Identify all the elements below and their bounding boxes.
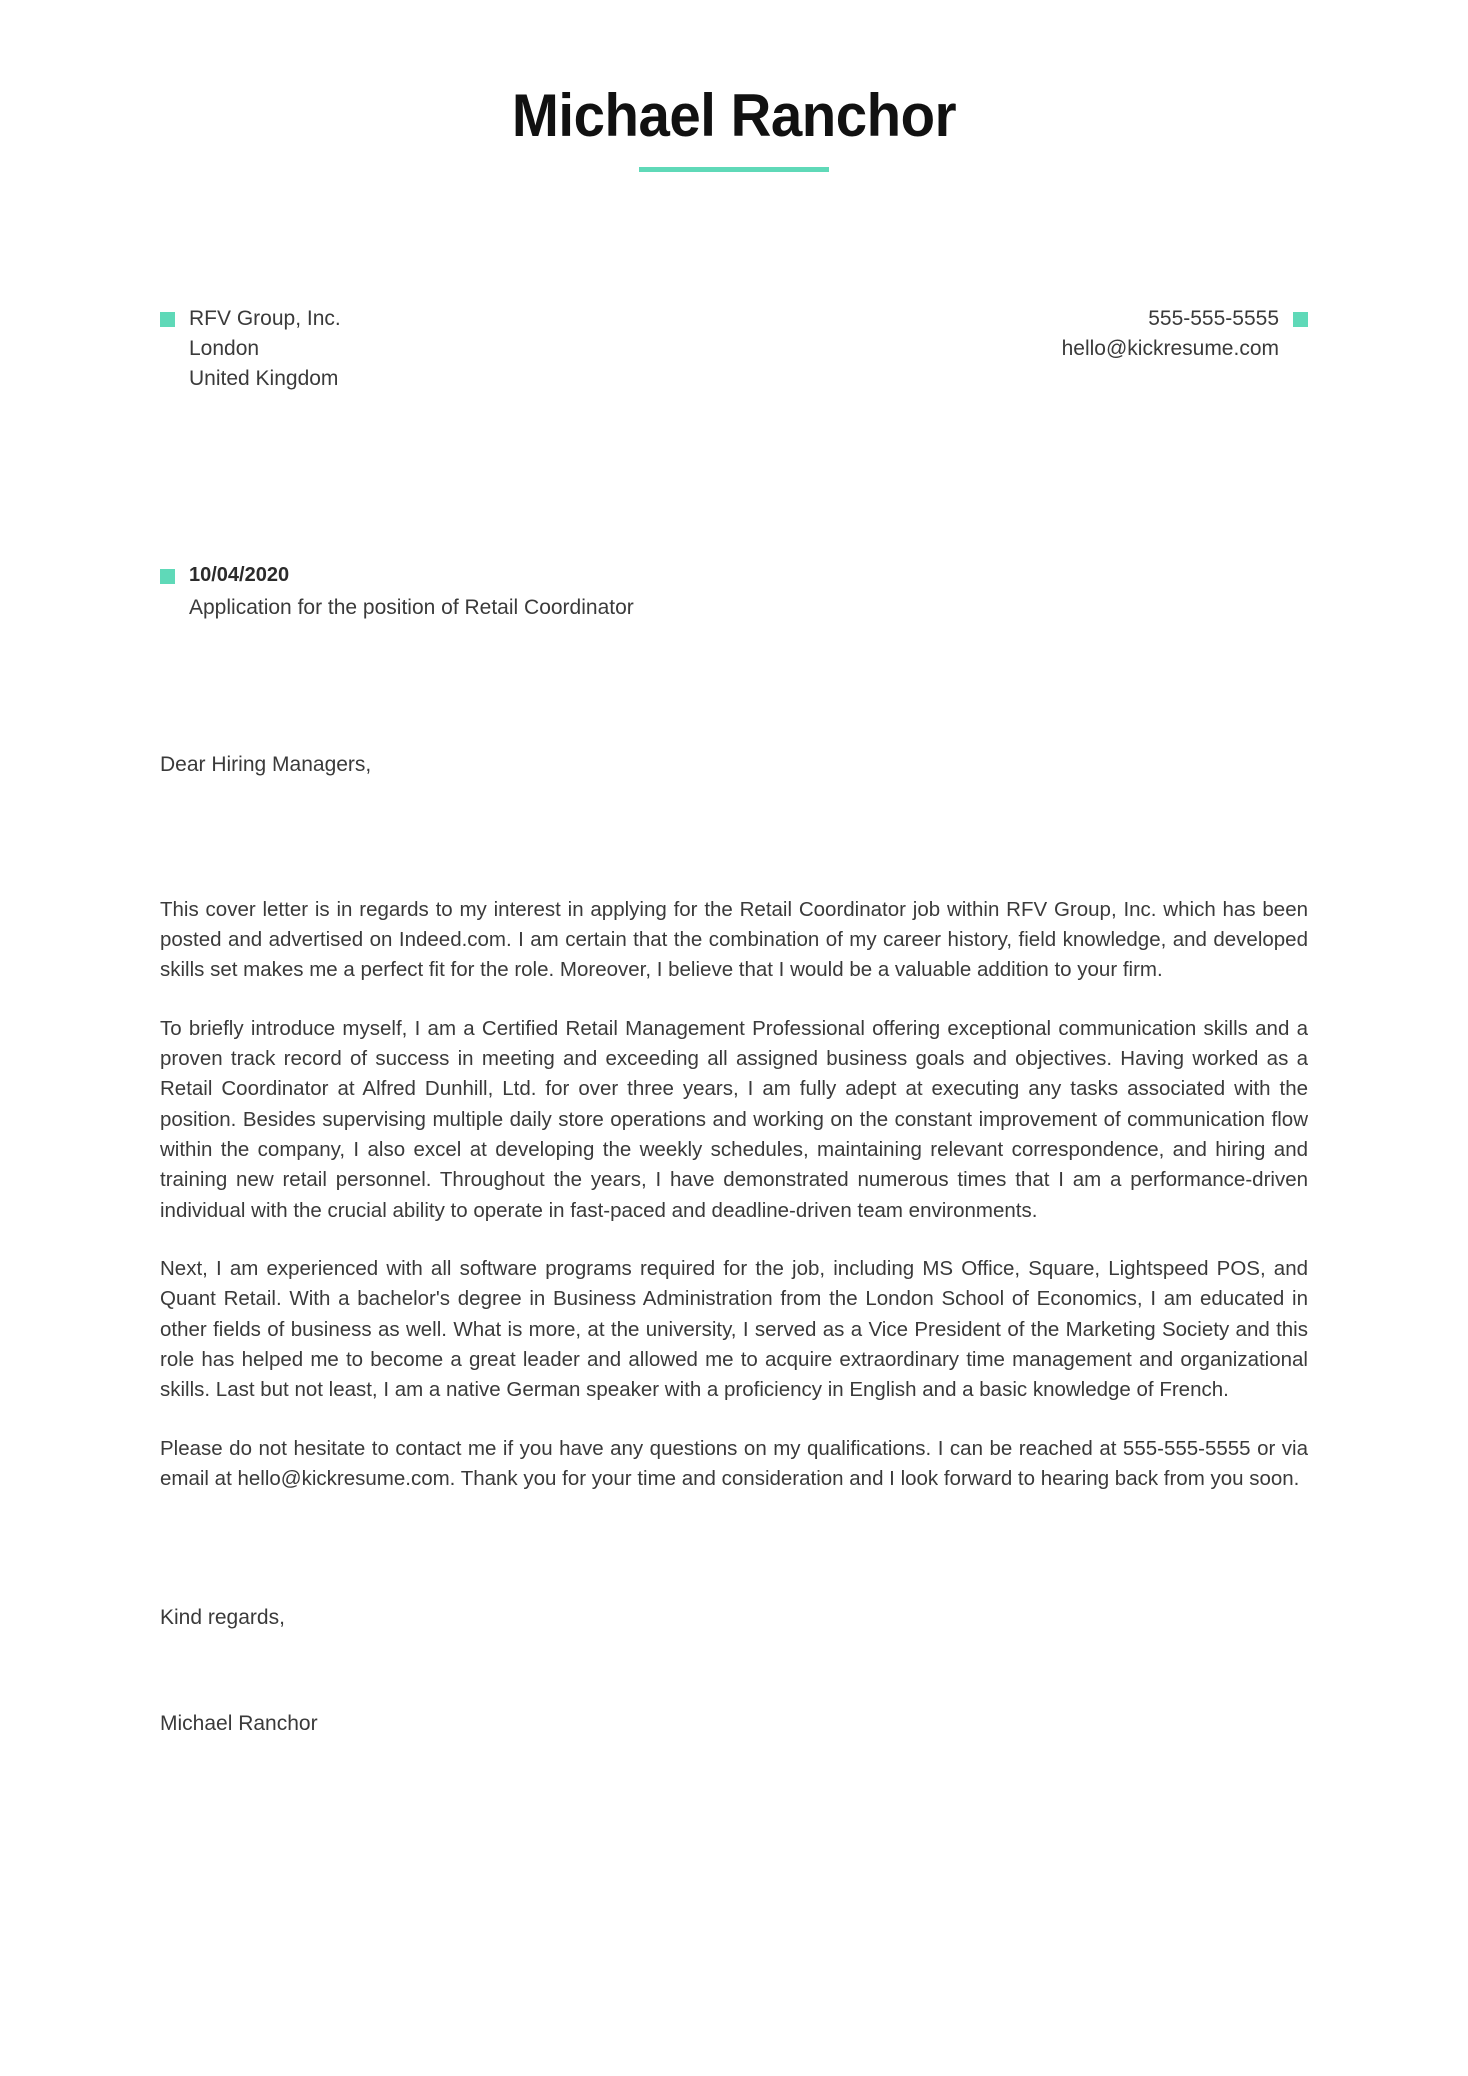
letter-body (0, 895, 1468, 1495)
name-accent-underline (639, 167, 829, 172)
letter-closing-block (0, 1606, 1468, 1736)
sender-contact-lines (1062, 304, 1279, 364)
page-title: Michael Ranchor (511, 82, 957, 149)
date-subject-lines (189, 561, 634, 622)
letter-signature: Michael Ranchor (160, 1712, 318, 1736)
letter-date: 10/04/2020 (189, 564, 290, 587)
letter-subject: Application for the position of Retail Coordinator (189, 595, 634, 619)
recipient-company: RFV Group, Inc. (189, 307, 341, 330)
letter-paragraph: This cover letter is in regards to my interest in applying for the Retail Coordinator job within RFV Group, Inc. which has been posted and advertised on Indeed.com. I am certain that the combination of my career history, field knowledge, and developed skills set makes me a perfect fit for the role. Moreover, I believe that I would be a valuable addition to your firm. (160, 897, 1308, 982)
letter-paragraph: To briefly introduce myself, I am a Certified Retail Management Professional offering exceptional communication skills and a proven track record of success in meeting and exceeding all assigned business goals and objectives. Having worked as a Retail Coordinator at Alfred Dunhill, Ltd. for over three years, I am fully adept at executing any tasks associated with the position. Besides supervising multiple daily store operations and working on the constant improvement of communication flow within the company, I also excel at developing the weekly schedules, maintaining relevant correspondence, and hiring and training new retail personnel. Throughout the years, I have demonstrated numerous times that I am a performance-driven individual with the crucial ability to operate in fast-paced and deadline-driven team environments. (160, 1016, 1308, 1222)
accent-square-icon (160, 569, 175, 584)
letter-salutation: Dear Hiring Managers, (160, 752, 372, 776)
recipient-country: United Kingdom (189, 366, 339, 390)
sender-contact-block (1062, 304, 1308, 364)
contact-row (0, 304, 1468, 393)
accent-square-icon (1293, 312, 1308, 327)
recipient-block (160, 304, 341, 393)
sender-email[interactable]: hello@kickresume.com (1061, 336, 1279, 360)
sender-phone[interactable]: 555-555-5555 (1148, 307, 1279, 330)
accent-square-icon (160, 312, 175, 327)
letter-paragraph: Please do not hesitate to contact me if you have any questions on my qualifications. I can be reached at 555-555-5555 or via email at hello@kickresume.com. Thank you for your time and consideration and I look forward to hearing back from you soon. (160, 1436, 1308, 1490)
recipient-lines (189, 304, 341, 393)
letter-closing: Kind regards, (160, 1606, 285, 1630)
letter-header (0, 0, 1468, 172)
recipient-city: London (189, 336, 260, 360)
letter-paragraph: Next, I am experienced with all software programs required for the job, including MS Office, Square, Lightspeed POS, and Quant Retail. With a bachelor's degree in Business Administration from the London School of Economics, I am educated in other fields of business as well. What is more, at the university, I served as a Vice President of the Marketing Society and this role has helped me to become a great leader and allowed me to acquire extraordinary time management and organizational skills. Last but not least, I am a native German speaker with a proficiency in English and a basic knowledge of French. (160, 1256, 1308, 1402)
date-subject-block (0, 561, 1468, 622)
